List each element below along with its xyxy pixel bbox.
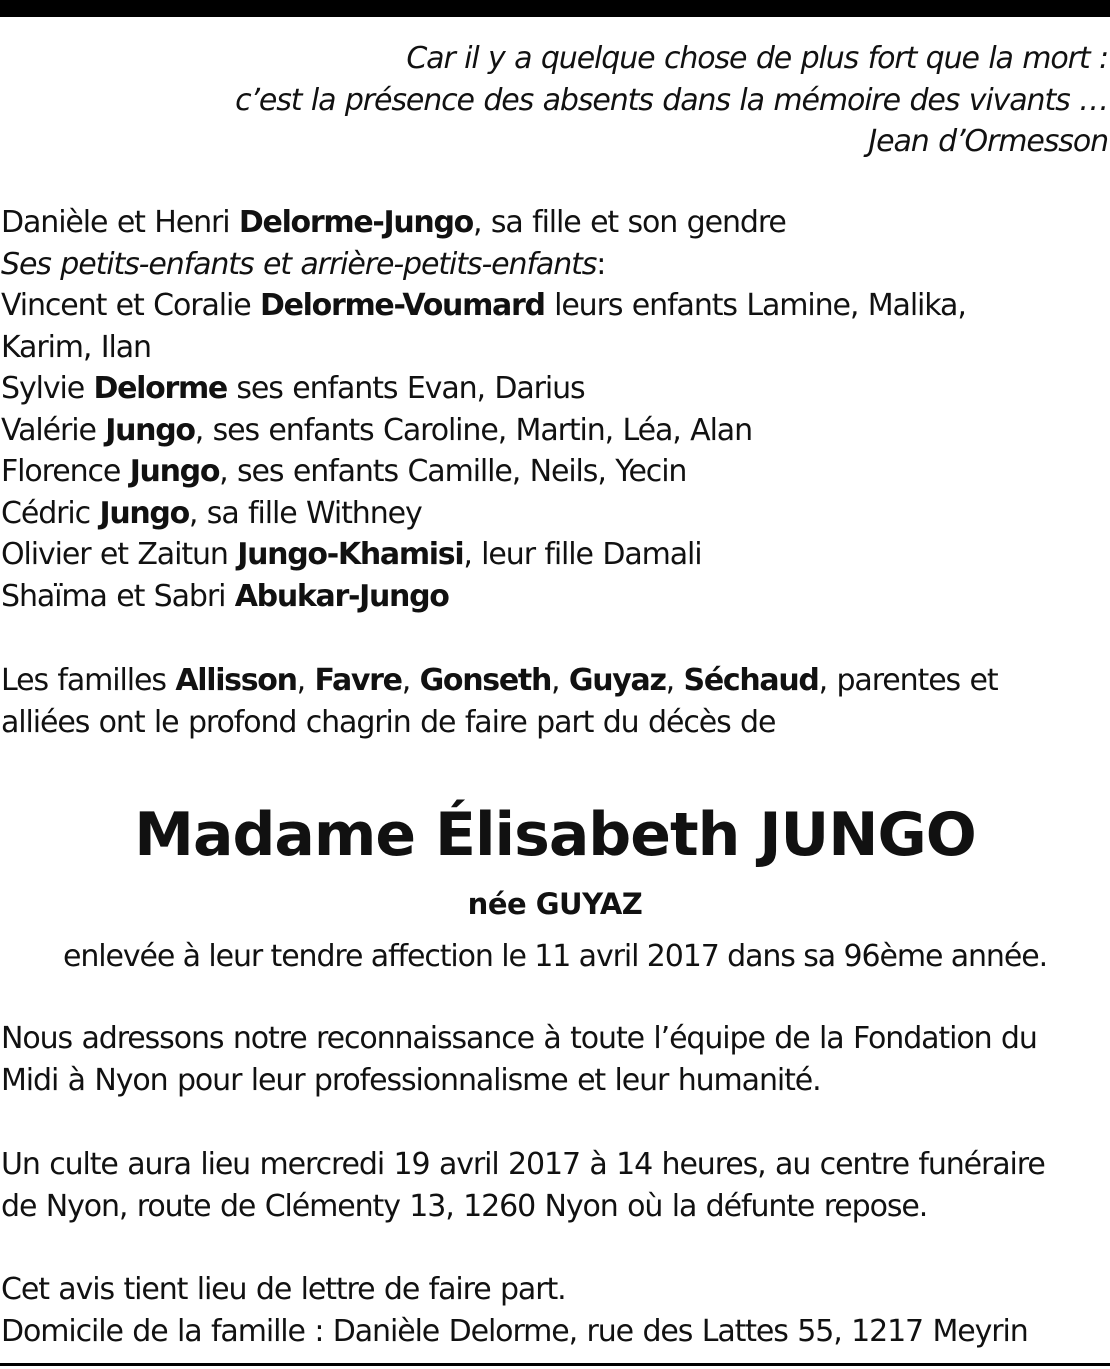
closing-paragraph (1, 1269, 1108, 1352)
family-name: Favre (314, 663, 402, 698)
family-address: Domicile de la famille : Danièle Delorme, rue des Lattes 55, 1217 Meyrin (1, 1313, 1028, 1349)
bottom-rule (0, 1363, 1110, 1366)
service-line: Un culte aura lieu mercredi 19 avril 2017 à 14 heures, au centre funéraire (1, 1147, 1045, 1182)
family-name: Delorme-Voumard (260, 288, 545, 323)
family-line: Cédric Jungo, sa fille Withney (1, 495, 422, 531)
family-name: Jungo-Khamisi (237, 537, 464, 572)
relatives-announcement (1, 660, 1108, 743)
family-line: Shaïma et Sabri Abukar-Jungo (1, 578, 449, 614)
family-name: Delorme (93, 371, 227, 406)
family-line: Sylvie Delorme ses enfants Evan, Darius (1, 371, 585, 406)
family-name: Séchaud (683, 663, 819, 698)
relatives-line: alliées ont le profond chagrin de faire part du décès de (1, 704, 776, 740)
family-name: Allisson (175, 663, 297, 698)
grandchildren-heading: Ses petits-enfants et arrière-petits-enfants: (1, 246, 606, 282)
deceased-name: Madame Élisabeth JUNGO (134, 800, 976, 870)
top-rule (0, 0, 1110, 17)
epigraph-author: Jean d’Ormesson (868, 124, 1108, 159)
family-line: Florence Jungo, ses enfants Camille, Neils, Yecin (1, 454, 687, 489)
thanks-paragraph (1, 1018, 1108, 1101)
epigraph (1, 38, 1108, 163)
family-list (1, 202, 1108, 617)
thanks-line: Nous adressons notre reconnaissance à toute l’équipe de la Fondation du (1, 1021, 1037, 1056)
family-name: Jungo (105, 412, 195, 448)
family-name: Jungo (129, 454, 220, 489)
thanks-line: Midi à Nyon pour leur professionnalisme et leur humanité. (1, 1062, 821, 1098)
closing-line: Cet avis tient lieu de lettre de faire part. (1, 1272, 566, 1307)
family-line-continued: Karim, Ilan (1, 329, 151, 365)
family-name: Abukar-Jungo (234, 578, 449, 614)
service-line: de Nyon, route de Clémenty 13, 1260 Nyon où la défunte repose. (1, 1188, 928, 1224)
passing-date-line: enlevée à leur tendre affection le 11 avril 2017 dans sa 96ème année. (62, 939, 1048, 974)
family-line: Valérie Jungo, ses enfants Caroline, Martin, Léa, Alan (1, 412, 752, 448)
epigraph-line: c’est la présence des absents dans la mémoire des vivants … (235, 82, 1108, 118)
family-name: Jungo (99, 495, 189, 531)
family-name: Delorme-Jungo (238, 205, 473, 240)
relatives-line: Les familles Allisson, Favre, Gonseth, Guyaz, Séchaud, parentes et (1, 663, 998, 698)
family-line: Vincent et Coralie Delorme-Voumard leurs enfants Lamine, Malika, (1, 288, 966, 323)
family-line: Olivier et Zaitun Jungo-Khamisi, leur fille Damali (1, 537, 702, 572)
maiden-name: née GUYAZ (467, 887, 643, 921)
service-paragraph (1, 1144, 1108, 1227)
family-line-daughter: Danièle et Henri Delorme-Jungo, sa fille et son gendre (1, 205, 786, 240)
epigraph-line: Car il y a quelque chose de plus fort que la mort : (406, 41, 1108, 76)
family-name: Gonseth (419, 663, 552, 698)
family-name: Guyaz (568, 663, 666, 698)
